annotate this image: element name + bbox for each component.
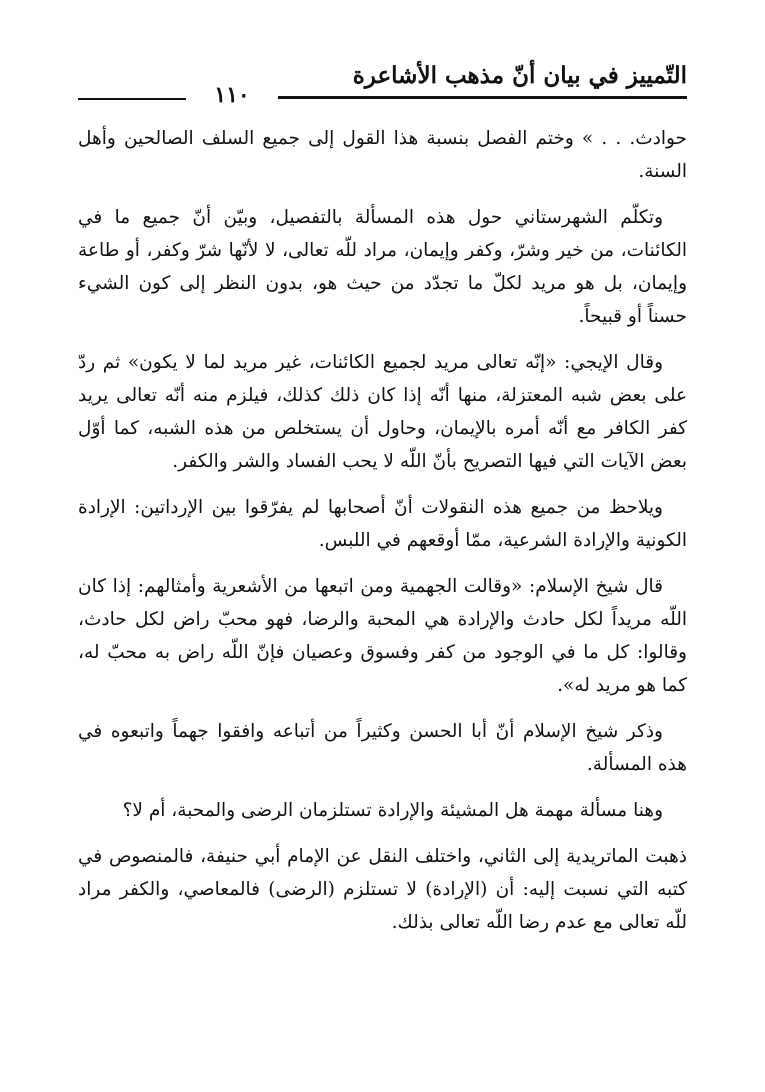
body-text	[78, 122, 687, 952]
running-title: التّمييز في بيان أنّ مذهب الأشاعرة	[352, 62, 687, 89]
paragraph-continuation: حوادث. . . » وختم الفصل بنسبة هذا القول إلى جميع السلف الصالحين وأهل السنة.	[78, 128, 687, 182]
page-header	[78, 50, 687, 110]
paragraph-maturidiyya: ذهبت الماتريدية إلى الثاني، واختلف النقل عن الإمام أبي حنيفة، فالمنصوص في كتبه التي نسبت إليه: أن (الإرادة) لا تستلزم (الرضى) فالمعاصي، والكفر مراد للّه تعالى مع عدم رضا اللّه تعالى بذلك.	[78, 846, 687, 933]
paragraph-iji: وقال الإيجي: «إنّه تعالى مريد لجميع الكائنات، غير مريد لما لا يكون» ثم ردّ على بعض شبه المعتزلة، منها أنّه إذا كان ذلك كذلك، فيلزم منه أنّه تعالى يريد كفر الكافر مع أنّه أمره بالإيمان، وحاول أن يستخلص من هذه الشبه، كما أوّل بعض الآيات التي فيها التصريح بأنّ اللّه لا يحب الفساد والشر والكفر.	[78, 352, 687, 472]
paragraph-shahrastani: وتكلّم الشهرستاني حول هذه المسألة بالتفصيل، وبيّن أنّ جميع ما في الكائنات، من خير وشرّ، وكفر وإيمان، مراد للّه تعالى، لا لأنّها شرّ وكفر، أو طاعة وإيمان، بل هو مريد لكلّ ما تجدّد من حيث هو، بدون النظر إلى كون الشيء حسناً أو قبيحاً.	[78, 207, 687, 327]
paragraph-shaykh-quote: قال شيخ الإسلام: «وقالت الجهمية ومن اتبعها من الأشعرية وأمثالهم: إذا كان اللّه مريداً لكل حادث والإرادة هي المحبة والرضا، فهو محبّ راض لكل حادث، وقالوا: كل ما في الوجود من كفر وفسوق وعصيان فإنّ اللّه راض به محبّ له، كما هو مريد له».	[78, 576, 687, 696]
paragraph-question: وهنا مسألة مهمة هل المشيئة والإرادة تستلزمان الرضى والمحبة، أم لا؟	[122, 800, 663, 821]
paragraph-abu-al-hasan: وذكر شيخ الإسلام أنّ أبا الحسن وكثيراً من أتباعه وافقوا جهماً واتبعوه في هذه المسألة.	[78, 721, 687, 775]
header-rule-left	[78, 98, 186, 100]
header-rule-right	[278, 96, 687, 99]
paragraph-observation: ويلاحظ من جميع هذه النقولات أنّ أصحابها لم يفرّقوا بين الإرداتين: الإرادة الكونية والإرادة الشرعية، ممّا أوقعهم في اللبس.	[78, 497, 687, 551]
page-number: ١١٠	[214, 82, 250, 108]
